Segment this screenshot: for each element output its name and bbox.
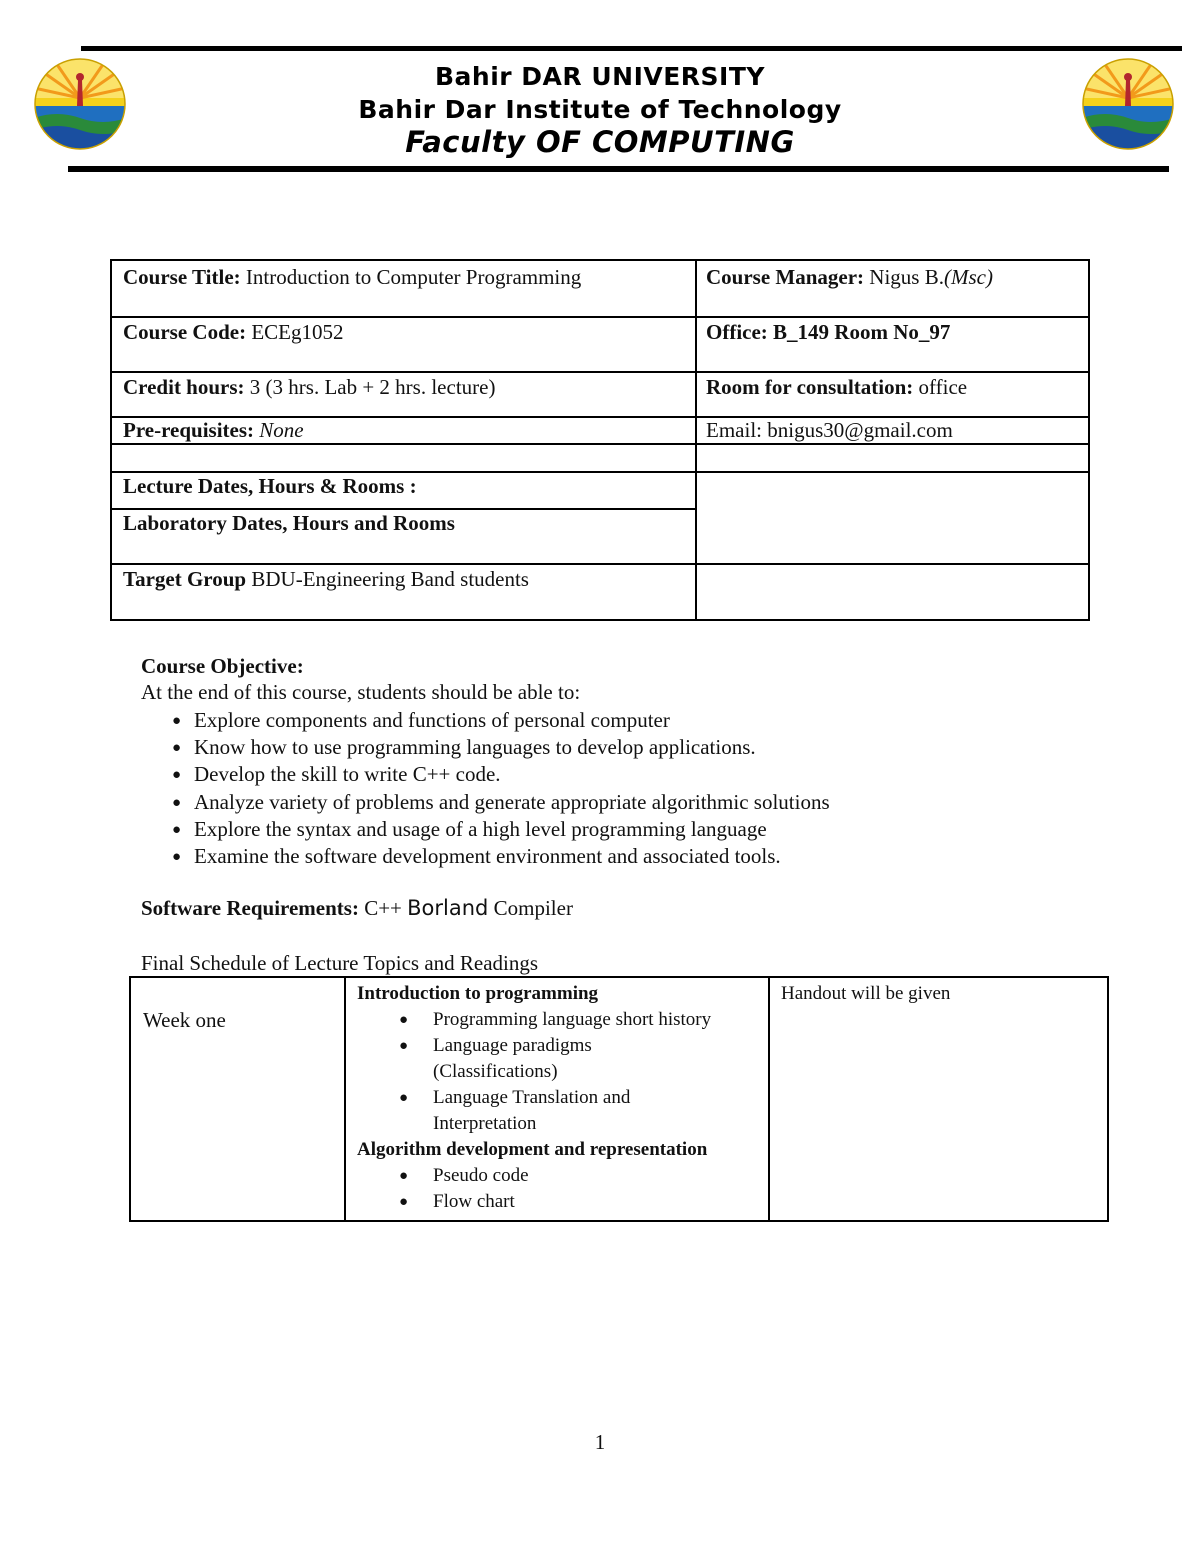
institute-name: Bahir Dar Institute of Technology	[358, 95, 842, 124]
objective-intro: At the end of this course, students should be able to:	[141, 680, 581, 704]
lab-dates-cell	[112, 508, 455, 536]
bullet-icon: ●	[399, 1168, 409, 1184]
prerequisites-value: None	[254, 418, 304, 442]
email-value[interactable]: Email: bnigus30@gmail.com	[706, 418, 953, 442]
bullet-icon: ●	[172, 740, 182, 757]
bullet-icon: ●	[399, 1194, 409, 1210]
target-group-value: BDU-Engineering Band students	[246, 567, 529, 591]
credit-hours-value: 3 (3 hrs. Lab + 2 hrs. lecture)	[244, 375, 496, 399]
list-item: ● Pseudo code	[357, 1163, 711, 1189]
list-item-continuation: Interpretation	[433, 1113, 537, 1134]
list-item: ● Know how to use programming languages to develop applications.	[172, 734, 830, 761]
bullet-icon: ●	[399, 1090, 409, 1106]
faculty-name: Faculty OF COMPUTING	[405, 125, 795, 159]
email-cell	[695, 416, 953, 443]
bullet-icon: ●	[172, 794, 182, 811]
bullet-icon: ●	[172, 713, 182, 729]
course-manager-value: Nigus B.	[864, 265, 944, 289]
software-brand: Borland	[407, 896, 489, 920]
list-item-continuation: (Classifications)	[433, 1061, 558, 1082]
credit-hours-label: Credit hours:	[123, 375, 245, 399]
reading-note: Handout will be given	[781, 983, 951, 1004]
office-cell	[695, 316, 950, 345]
target-group-cell	[112, 563, 529, 592]
list-item: ● Analyze variety of problems and generate appropriate algorithmic solutions	[172, 789, 830, 816]
lab-dates-label: Laboratory Dates, Hours and Rooms	[123, 511, 455, 535]
software-value: C++	[358, 896, 408, 920]
week-label: Week one	[143, 1008, 226, 1032]
course-code-cell	[112, 316, 344, 345]
table-divider	[768, 978, 770, 1220]
header-top-rule	[81, 46, 1182, 51]
course-manager-label: Course Manager:	[706, 265, 865, 289]
software-label: Software Requirements:	[141, 896, 359, 920]
consultation-label: Room for consultation:	[706, 375, 914, 399]
course-manager-degree: (Msc)	[943, 265, 993, 289]
course-title-label: Course Title:	[123, 265, 241, 289]
prerequisites-label: Pre-requisites:	[123, 418, 255, 442]
target-group-label: Target Group	[123, 567, 247, 591]
page-number: 1	[594, 1430, 606, 1454]
list-item: ● Language paradigms	[357, 1033, 711, 1059]
software-suffix: Compiler	[488, 896, 573, 920]
prerequisites-cell	[112, 416, 304, 443]
bullet-icon: ●	[172, 848, 182, 865]
credit-hours-cell	[112, 371, 495, 400]
topic-heading: Algorithm development and representation	[357, 1139, 708, 1160]
table-divider	[344, 978, 346, 1220]
bullet-icon: ●	[399, 1012, 409, 1028]
list-item: ● Examine the software development environment and associated tools.	[172, 843, 830, 870]
course-manager-cell	[695, 261, 993, 290]
university-name: Bahir DAR UNIVERSITY	[434, 62, 766, 91]
topic-heading: Introduction to programming	[357, 983, 599, 1004]
course-title-cell	[112, 261, 581, 290]
week-topics	[357, 981, 711, 1215]
objective-heading: Course Objective:	[141, 654, 304, 678]
course-code-label: Course Code:	[123, 320, 247, 344]
software-requirements	[141, 896, 573, 921]
lecture-dates-label: Lecture Dates, Hours & Rooms :	[123, 474, 417, 498]
bullet-icon: ●	[172, 767, 182, 784]
header-bottom-rule	[68, 166, 1169, 172]
bullet-icon: ●	[399, 1038, 409, 1054]
office-label: Office: B_149 Room No_97	[706, 320, 951, 344]
course-code-value: ECEg1052	[246, 320, 344, 344]
bullet-icon: ●	[172, 821, 182, 838]
consultation-cell	[695, 371, 967, 400]
course-title-value: Introduction to Computer Programming	[240, 265, 582, 289]
list-item: ● Flow chart	[357, 1189, 711, 1215]
list-item: ● Develop the skill to write C++ code.	[172, 761, 830, 788]
list-item: ● Language Translation and	[357, 1085, 711, 1111]
list-item: ● Programming language short history	[357, 1007, 711, 1033]
course-info-table	[110, 259, 1090, 621]
objective-list	[172, 707, 830, 870]
consultation-value: office	[913, 375, 968, 399]
lecture-dates-cell	[112, 471, 417, 499]
list-item: ● Explore components and functions of personal computer	[172, 707, 830, 734]
schedule-title: Final Schedule of Lecture Topics and Readings	[141, 951, 539, 975]
schedule-table	[129, 976, 1109, 1222]
list-item: ● Explore the syntax and usage of a high level programming language	[172, 816, 830, 843]
table-divider	[112, 443, 1088, 445]
